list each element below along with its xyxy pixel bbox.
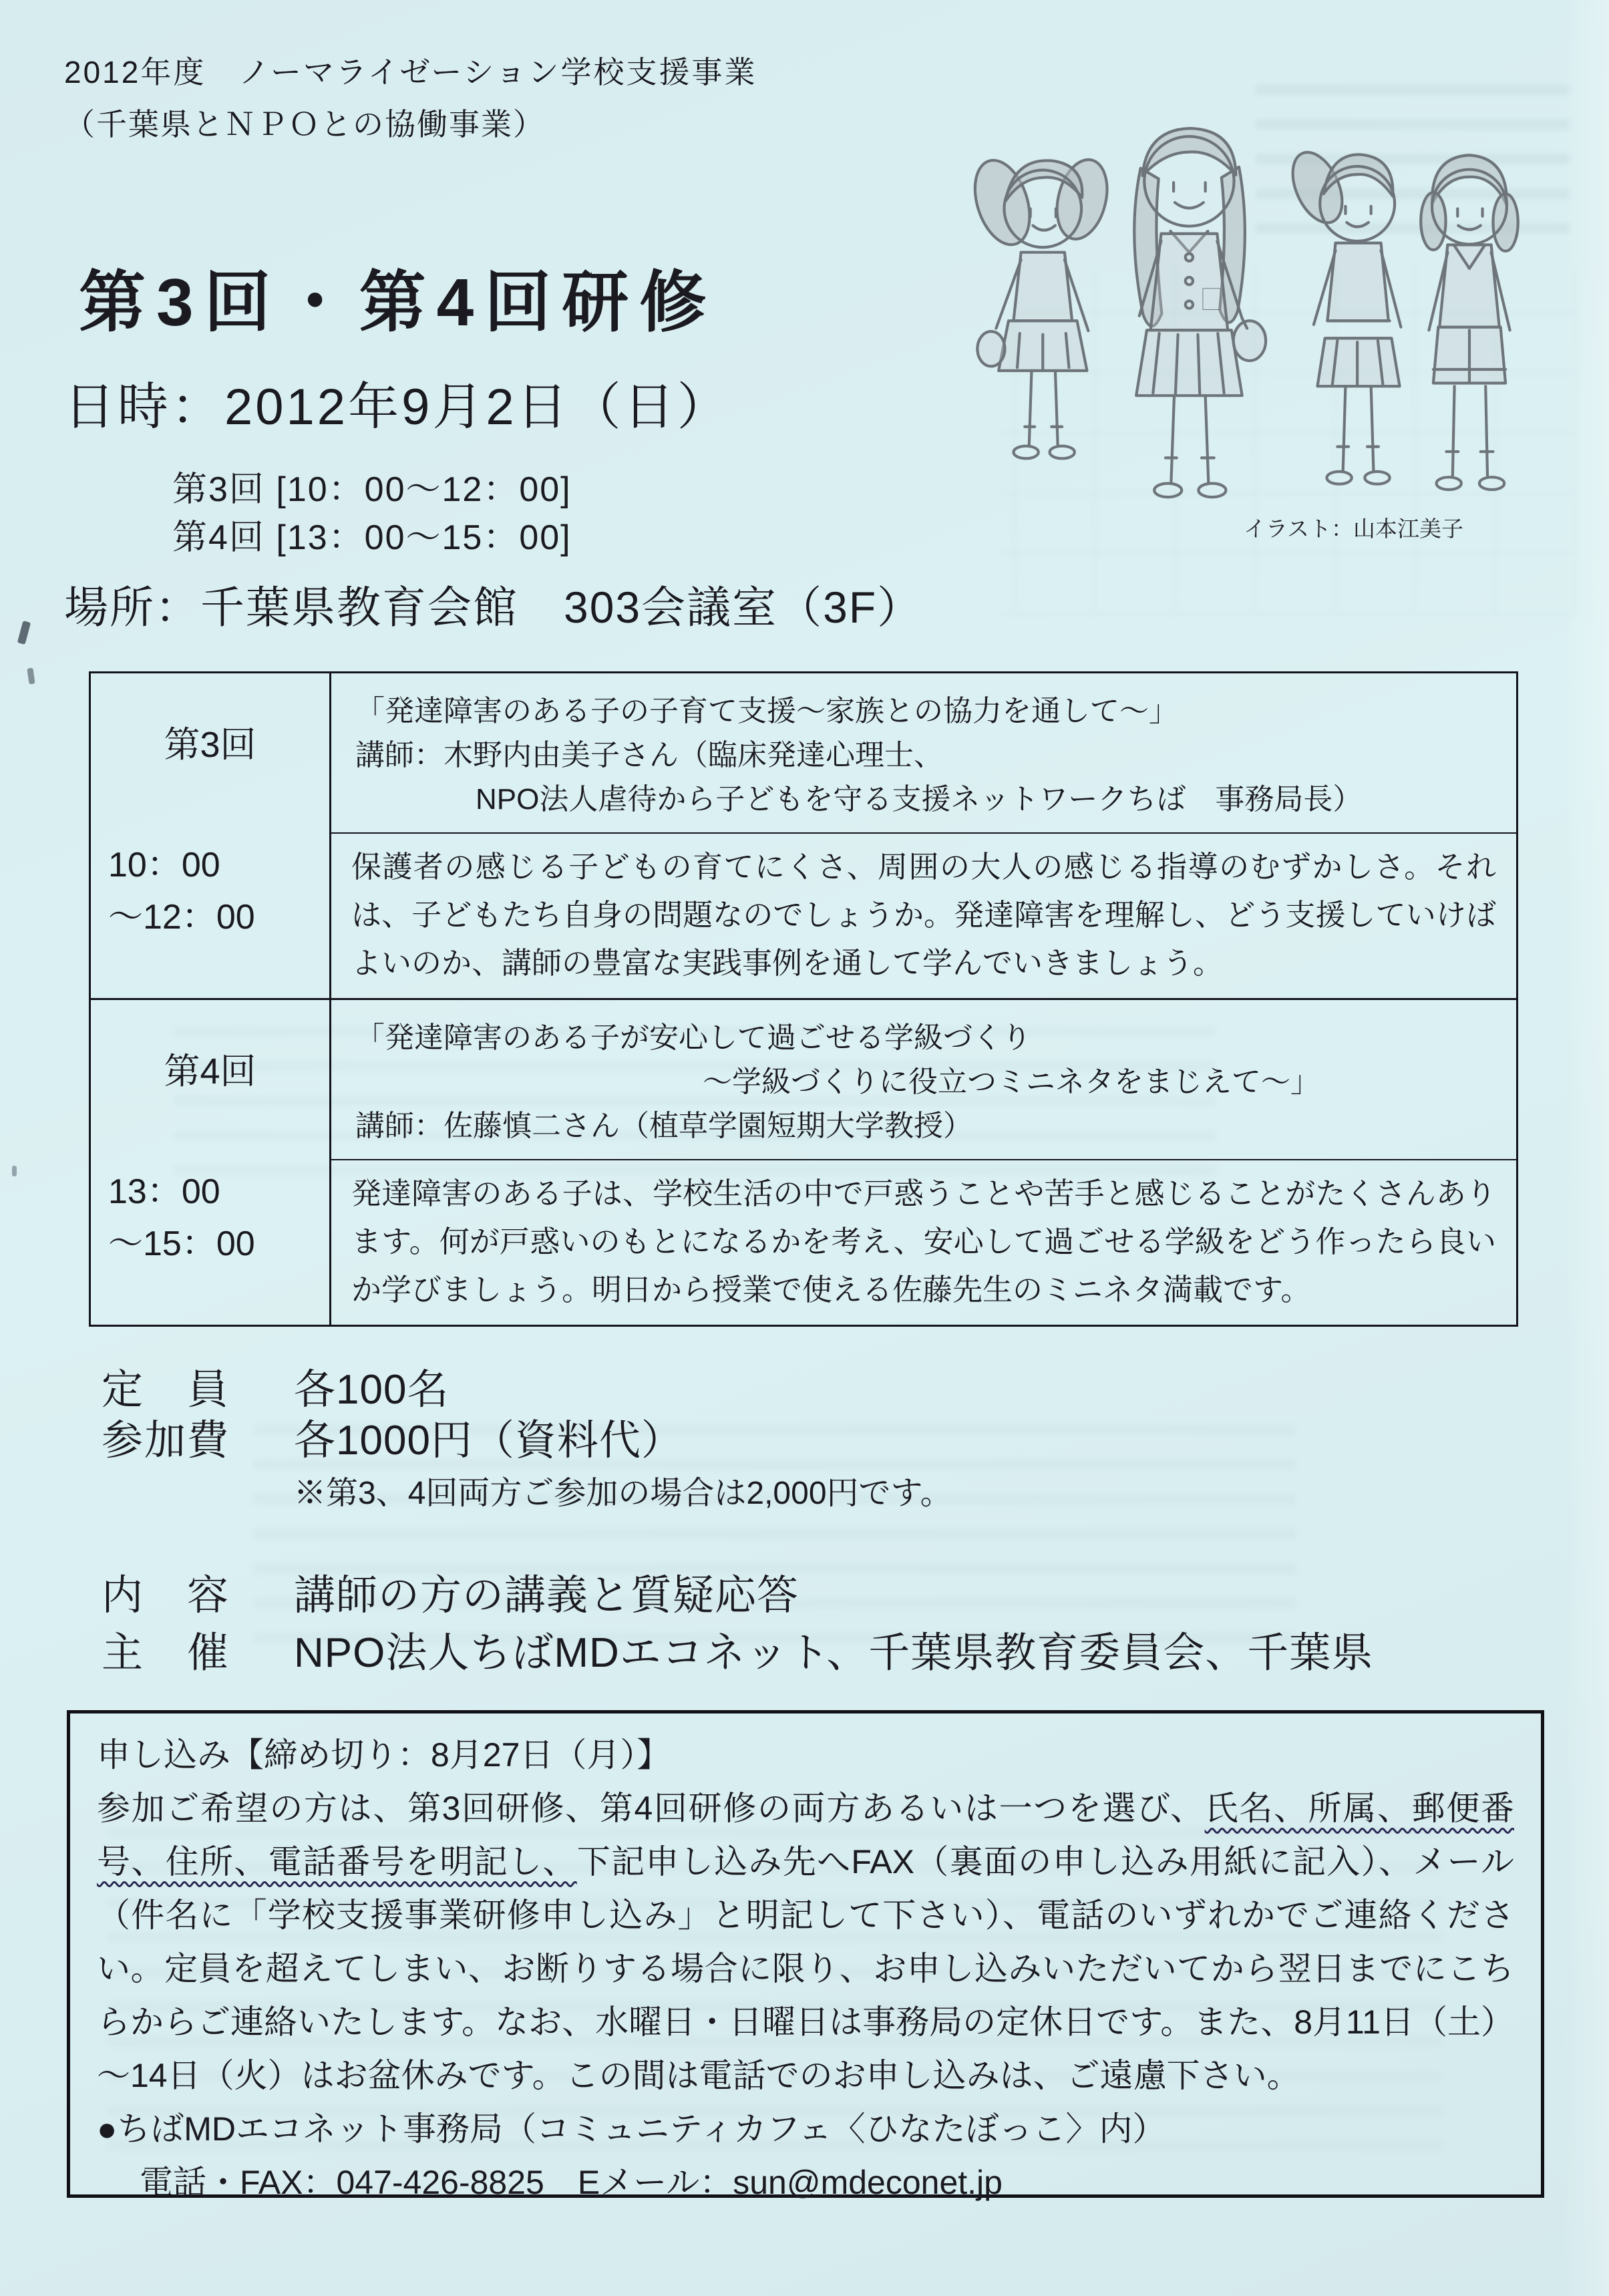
session-time [108, 1166, 255, 1270]
lecture-subtitle-line: ～学級づくりに役立つミニネタをまじえて～」 [703, 1065, 1320, 1098]
scan-speck [27, 667, 35, 684]
content-row [102, 1562, 799, 1621]
session3-time-line: 第3回 [10：00～12：00] [172, 470, 572, 509]
program-name-line: 2012年度 ノーマライゼーション学校支援事業 [64, 55, 757, 90]
application-text-segment: 下記申し込み先へFAX（裏面の申し込み用紙に記入）、メール（件名に「学校支援事業研修申し込み」と明記して下さい）、電話のいずれかでご連絡ください。定員を超えてしまい、お断りする場合に限り、お申し込みいただいてから翌日までにこちらからご連絡いたします。なお、水曜日・日曜日は事務局の定休日です。また、8月11日（土）～14日（火）はお盆休みです。この間は電話でのお申し込みは、ご遠慮下さい。 [97, 1843, 1515, 2094]
application-box [67, 1710, 1544, 2201]
scan-speck [12, 1166, 17, 1176]
lecture-description: 保護者の感じる子どもの育てにくさ、周囲の大人の感じる指導のむずかしさ。それは、子どもたち自身の問題なのでしょうか。発達障害を理解し、どう支援していけばよいのか、講師の豊富な実践事例を通して学んでいきましょう。 [351, 850, 1496, 980]
table-row-session3 [91, 673, 1516, 998]
datetime-line: 日時：2012年9月2日（日） [64, 379, 731, 436]
capacity-label: 定 員 [102, 1367, 230, 1413]
required-fields-underlined: 氏名、所属、郵便番号、住所、電話番号を明記し、 [97, 1790, 1514, 1880]
lecturer-affiliation-line: NPO法人虐待から子どもを守る支援ネットワークちば 事務局長） [476, 783, 1363, 816]
scan-speck [17, 621, 31, 645]
fee-row [102, 1407, 683, 1466]
session-time [108, 839, 255, 943]
fee-label: 参加費 [102, 1418, 230, 1464]
lecture-title-cell [331, 673, 1516, 834]
time-start: 13：00 [108, 1172, 220, 1211]
session4-detail-cell [331, 1000, 1516, 1325]
application-text-segment: 参加ご希望の方は、第3回研修、第4回研修の両方あるいは一つを選び、 [97, 1790, 1205, 1827]
time-end: ～12：00 [108, 898, 255, 937]
content-label: 内 容 [102, 1573, 230, 1619]
lecture-title-line: 「発達障害のある子が安心して過ごせる学級づくり [355, 1021, 1031, 1054]
fee-note: ※第3、4回両方ご参加の場合は2,000円です。 [294, 1476, 952, 1511]
session-label: 第4回 [164, 1051, 256, 1092]
application-body [97, 1782, 1514, 2102]
application-heading: 申し込み【締め切り：8月27日（月）】 [97, 1736, 671, 1774]
schedule-table [89, 671, 1518, 1327]
lecturer-line: 講師：木野内由美子さん（臨床発達心理士、 [355, 739, 943, 772]
table-row-session4 [91, 998, 1516, 1325]
organizer-label: 主 催 [102, 1630, 230, 1676]
time-end: ～15：00 [108, 1224, 255, 1263]
lecture-title-cell [331, 1000, 1516, 1160]
time-start: 10：00 [108, 846, 220, 884]
session4-header-cell [91, 1000, 331, 1325]
program-subtitle-line: （千葉県とＮＰＯとの協働事業） [64, 107, 545, 142]
session3-detail-cell [331, 673, 1516, 998]
fee-value: 各1000円（資料代） [294, 1418, 683, 1464]
place-line: 場所：千葉県教育会館 303会議室（3F） [64, 583, 923, 632]
organizer-row [102, 1619, 1373, 1679]
illustration-credit: イラスト：山本江美子 [1244, 516, 1464, 541]
content-value: 講師の方の講義と質疑応答 [294, 1573, 799, 1619]
phone-fax-email-line: 電話・FAX：047-426-8825 Eメール：sun@mdeconet.jp [140, 2164, 1003, 2201]
session3-header-cell [91, 673, 331, 998]
capacity-value: 各100名 [294, 1367, 450, 1413]
lecture-title-line: 「発達障害のある子の子育て支援～家族との協力を通して～」 [355, 695, 1178, 727]
page-title: 第3回・第4回研修 [79, 265, 717, 340]
organizer-value: NPO法人ちばMDエコネット、千葉県教育委員会、千葉県 [294, 1630, 1374, 1676]
lecturer-line: 講師：佐藤慎二さん（植草学園短期大学教授） [355, 1110, 972, 1142]
session-label: 第3回 [164, 725, 256, 765]
lecture-description: 発達障害のある子は、学校生活の中で戸惑うことや苦手と感じることがたくさんあります。何が戸惑いのもとになるかを考え、安心して過ごせる学級をどう作ったら良いか学びましょう。明日から授業で使える佐藤先生のミニネタ満載です。 [351, 1176, 1496, 1307]
session4-time-line: 第4回 [13：00～15：00] [172, 518, 572, 557]
office-line: ●ちばMDエコネット事務局（コミュニティカフェ〈ひなたぼっこ〉内） [97, 2110, 1166, 2148]
schoolgirls-illustration [908, 47, 1570, 508]
